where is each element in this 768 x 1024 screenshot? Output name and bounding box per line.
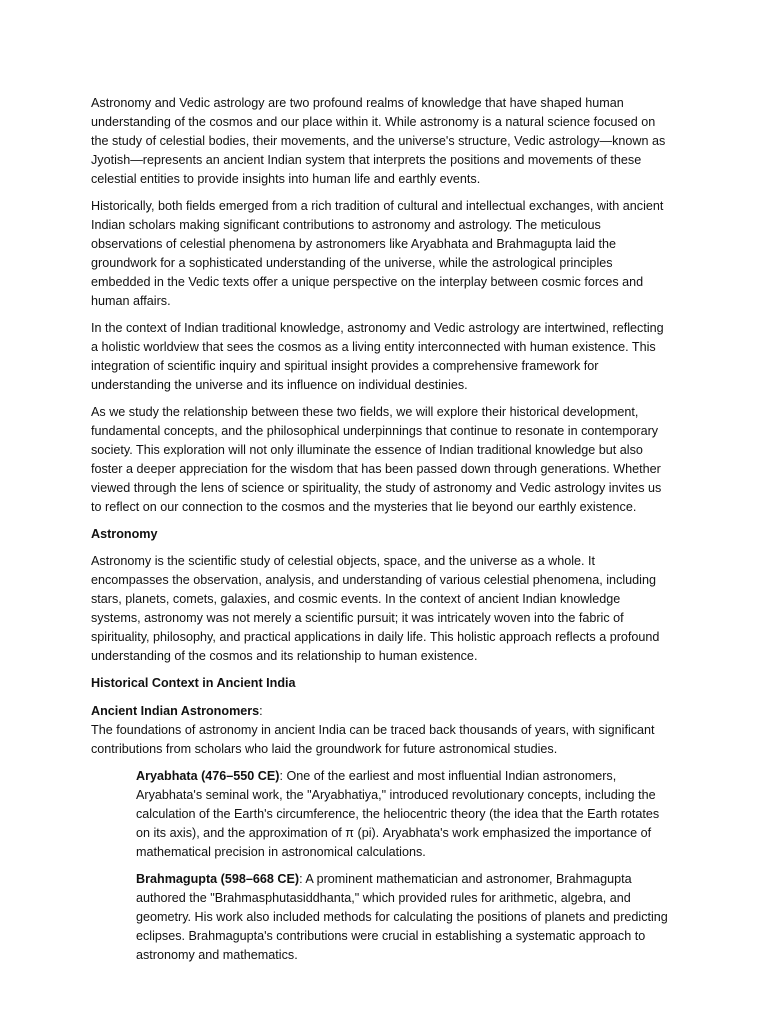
ancient-astronomers-intro: The foundations of astronomy in ancient India can be traced back thousands of years, with significant contributions from scholars who laid the groundwork for future astronomical studies. — [91, 722, 655, 756]
ancient-astronomers-subheading: Ancient Indian Astronomers — [91, 703, 260, 718]
intro-paragraph-2: Historically, both fields emerged from a rich tradition of cultural and intellectual exchanges, with ancient Indian scholars making significant contributions to astronomy and astrology. The meticulous observations of celestial phenomena by astronomers like Aryabhata and Brahmagupta laid the groundwork for a sophisticated understanding of the universe, while the astrological principles embedded in the Vedic texts offer a unique perspective on the interplay between cosmic forces and human affairs. — [91, 199, 664, 308]
subheading-colon: : — [259, 703, 263, 718]
intro-paragraph-4: As we study the relationship between these two fields, we will explore their historical development, fundamental concepts, and the philosophical underpinnings that continue to resonate in contemporary society. This exploration will not only illuminate the essence of Indian traditional knowledge but also foster a deeper appreciation for the wisdom that has been passed down through generations. Whether viewed through the lens of science or spirituality, the study of astronomy and Vedic astrology invites us to reflect on our connection to the cosmos and the mysteries that lie beyond our earthly existence. — [91, 405, 662, 514]
astronomy-heading: Astronomy — [91, 527, 158, 542]
astronomer-colon: : — [279, 769, 283, 783]
astronomer-description: One of the earliest and most influential Indian astronomers, Aryabhata's seminal work, the "Aryabhatiya," introduced revolutionary concepts, including the calculation of the Earth's circumference, the heliocentric theory (the idea that the Earth rotates on its axis), and the approximation of π (pi). Aryabhata's work emphasized the importance of mathematical precision in astronomical calculations. — [136, 769, 660, 859]
document-page — [91, 94, 669, 973]
astronomy-paragraph: Astronomy is the scientific study of celestial objects, space, and the universe as a whole. It encompasses the observation, analysis, and understanding of various celestial phenomena, including stars, planets, comets, galaxies, and cosmic events. In the context of ancient Indian knowledge systems, astronomy was not merely a scientific pursuit; it was intricately woven into the fabric of spirituality, philosophy, and practical applications in daily life. This holistic approach reflects a profound understanding of the cosmos and its relationship to human existence. — [91, 554, 660, 663]
astronomer-name: Aryabhata (476–550 CE) — [136, 769, 280, 783]
astronomer-entry-aryabhata — [136, 767, 676, 862]
intro-paragraph-3: In the context of Indian traditional knowledge, astronomy and Vedic astrology are intertwined, reflecting a holistic worldview that sees the cosmos as a living entity interconnected with human existence. This integration of scientific inquiry and spiritual insight provides a comprehensive framework for understanding the universe and its influence on individual destinies. — [91, 320, 664, 392]
astronomer-description: A prominent mathematician and astronomer, Brahmagupta authored the "Brahmasphutasiddhanta," which provided rules for arithmetic, algebra, and geometry. His work also included methods for calculating the positions of planets and predicting eclipses. Brahmagupta's contributions were crucial in establishing a systematic approach to astronomy and mathematics. — [136, 872, 668, 962]
intro-paragraph-1: Astronomy and Vedic astrology are two profound realms of knowledge that have shaped human understanding of the cosmos and our place within it. While astronomy is a natural science focused on the study of celestial bodies, their movements, and the universe's structure, Vedic astrology—known as Jyotish—represents an ancient Indian system that interprets the positions and movements of these celestial entities to provide insights into human life and earthly events. — [91, 96, 666, 186]
astronomer-colon: : — [299, 872, 303, 887]
ancient-astronomers-section — [91, 702, 669, 759]
historical-context-heading: Historical Context in Ancient India — [91, 676, 296, 691]
astronomer-name: Brahmagupta (598–668 CE) — [136, 872, 300, 887]
astronomer-entry-brahmagupta — [136, 870, 676, 965]
